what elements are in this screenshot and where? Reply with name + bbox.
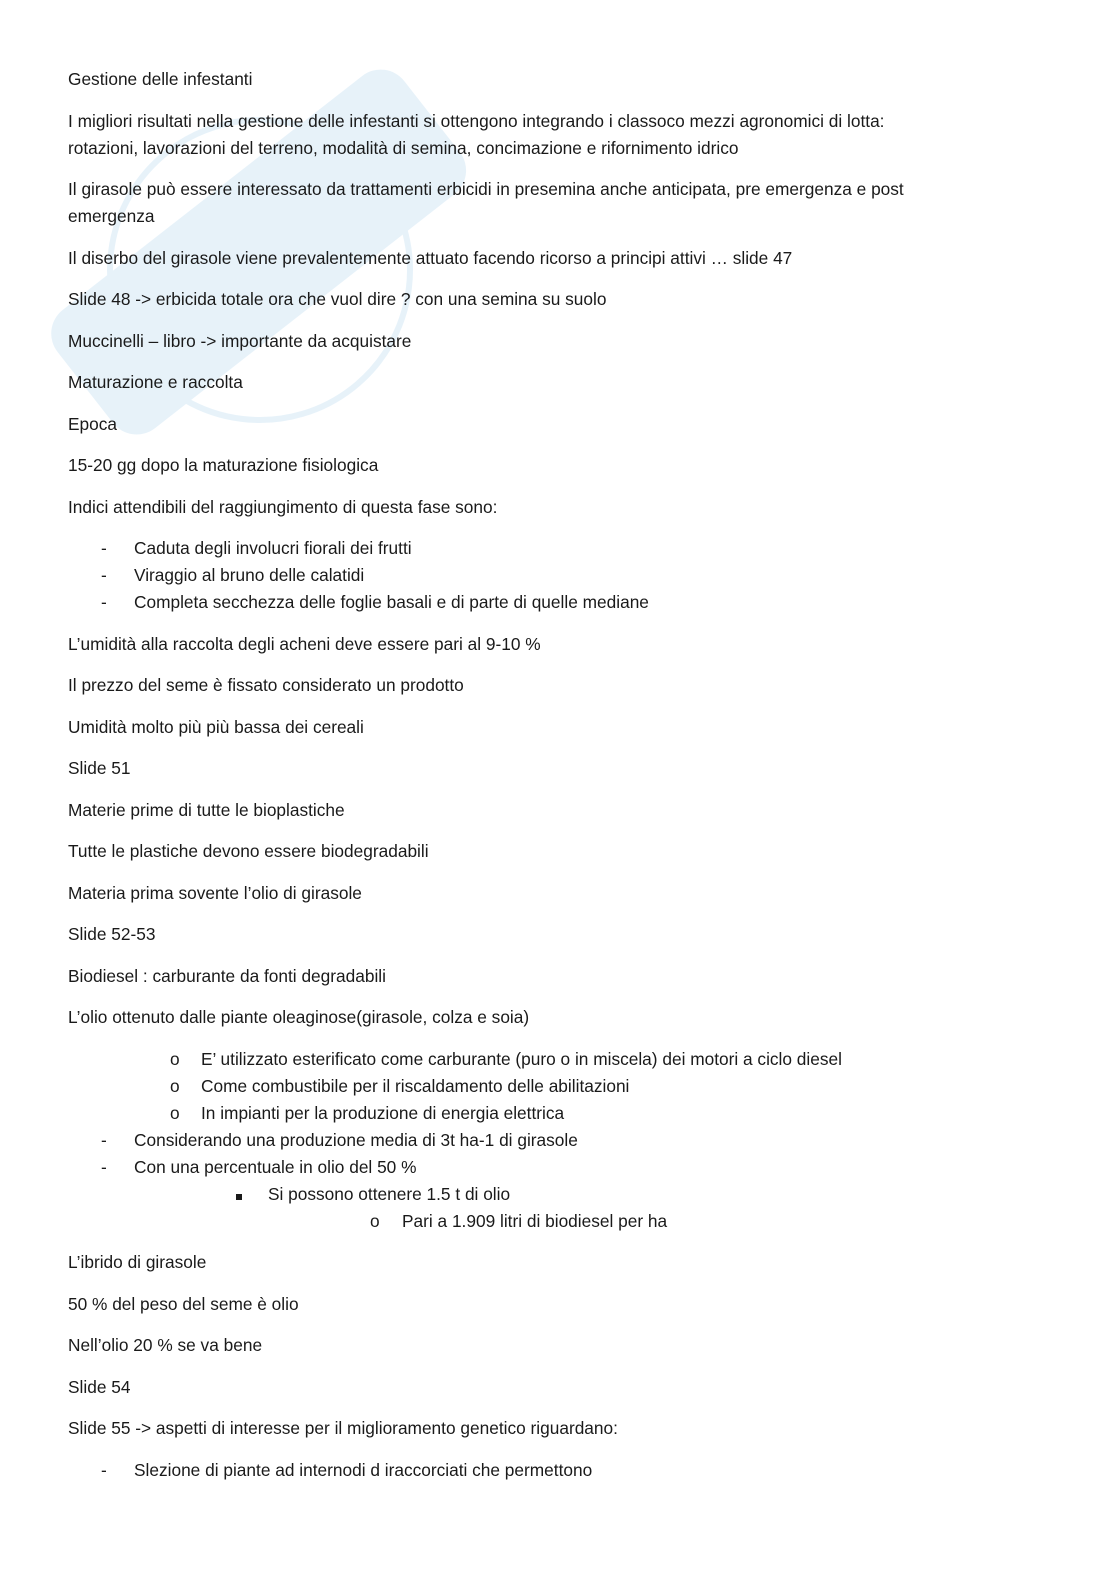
paragraph: Slide 52-53 <box>68 924 156 944</box>
list-item <box>68 1073 1068 1100</box>
circle-bullet-icon: o <box>370 1210 380 1231</box>
paragraph: Slide 55 -> aspetti di interesse per il miglioramento genetico riguardano: <box>68 1418 618 1438</box>
list-item-text: Slezione di piante ad internodi d iraccorciati che permettono <box>134 1459 593 1480</box>
list-item-text: In impianti per la produzione di energia elettrica <box>201 1102 565 1123</box>
paragraph: 50 % del peso del seme è olio <box>68 1293 299 1314</box>
paragraph: Il diserbo del girasole viene prevalentemente attuato facendo ricorso a principi attivi … slide 47 <box>68 247 793 268</box>
list-item-text: Si possono ottenere 1.5 t di olio <box>268 1183 511 1204</box>
list-item <box>68 1127 1068 1154</box>
list-item-text: Con una percentuale in olio del 50 % <box>134 1156 417 1177</box>
bullet-list <box>68 535 1068 616</box>
paragraph: Nell’olio 20 % se va bene <box>68 1335 263 1355</box>
paragraph: Biodiesel : carburante da fonti degradabili <box>68 965 386 986</box>
list-item-text: Come combustibile per il riscaldamento delle abilitazioni <box>201 1075 630 1096</box>
dash-bullet-icon: - <box>101 592 107 612</box>
paragraph: Umidità molto più più bassa dei cereali <box>68 716 364 737</box>
list-item-text: Pari a 1.909 litri di biodiesel per ha <box>402 1210 668 1231</box>
paragraph: Il girasole può essere interessato da trattamenti erbicidi in presemina anche anticipata, pre emergenza e post emergenza <box>68 179 904 226</box>
paragraph: Epoca <box>68 413 118 434</box>
dash-bullet-icon: - <box>101 1129 107 1150</box>
list-item-text: E’ utilizzato esterificato come carburante (puro o in miscela) dei motori a ciclo diesel <box>201 1048 842 1069</box>
list-item-text: Completa secchezza delle foglie basali e di parte di quelle mediane <box>134 592 649 612</box>
paragraph: 15-20 gg dopo la maturazione fisiologica <box>68 455 379 475</box>
paragraph: Materie prime di tutte le bioplastiche <box>68 799 345 820</box>
circle-bullet-icon: o <box>170 1075 180 1096</box>
square-bullet-icon <box>236 1181 242 1208</box>
dash-bullet-icon: - <box>101 538 107 558</box>
dash-bullet-icon: - <box>101 565 107 585</box>
list-item <box>68 1100 1068 1127</box>
list-item <box>68 1208 1068 1235</box>
list-item-text: Viraggio al bruno delle calatidi <box>134 565 365 585</box>
paragraph: L’umidità alla raccolta degli acheni deve essere pari al 9-10 % <box>68 633 541 654</box>
paragraph: Muccinelli – libro -> importante da acquistare <box>68 330 412 351</box>
paragraph: Maturazione e raccolta <box>68 372 243 392</box>
paragraph: Tutte le plastiche devono essere biodegradabili <box>68 841 429 861</box>
paragraph: Indici attendibili del raggiungimento di questa fase sono: <box>68 496 498 517</box>
circle-bullet-icon: o <box>170 1102 180 1123</box>
dash-bullet-icon: - <box>101 1156 107 1177</box>
list-item-text: Considerando una produzione media di 3t ha-1 di girasole <box>134 1129 578 1150</box>
document-body <box>68 66 1068 1498</box>
list-item <box>68 1457 1068 1484</box>
paragraph: Il prezzo del seme è fissato considerato un prodotto <box>68 675 464 695</box>
paragraph: Slide 51 <box>68 758 131 778</box>
list-item <box>68 589 1068 616</box>
list-item <box>68 1046 1068 1073</box>
bullet-list <box>68 1457 1068 1484</box>
list-item-text: Caduta degli involucri fiorali dei frutti <box>134 538 412 558</box>
dash-bullet-icon: - <box>101 1459 107 1480</box>
paragraph: I migliori risultati nella gestione delle infestanti si ottengono integrando i classoco mezzi agronomici di lotta: rotazioni, lavorazioni del terreno, modalità di semina, concimazione e rifornimento idrico <box>68 110 885 158</box>
list-item <box>68 1181 1068 1208</box>
paragraph: Slide 54 <box>68 1376 131 1397</box>
list-item <box>68 562 1068 589</box>
paragraph: Slide 48 -> erbicida totale ora che vuol dire ? con una semina su suolo <box>68 289 607 309</box>
paragraph: Materia prima sovente l’olio di girasole <box>68 882 362 903</box>
paragraph: Gestione delle infestanti <box>68 69 253 89</box>
paragraph: L’ibrido di girasole <box>68 1252 207 1272</box>
list-item <box>68 535 1068 562</box>
circle-bullet-icon: o <box>170 1048 180 1069</box>
bullet-list <box>68 1046 1068 1235</box>
paragraph: L’olio ottenuto dalle piante oleaginose(girasole, colza e soia) <box>68 1007 530 1027</box>
list-item <box>68 1154 1068 1181</box>
